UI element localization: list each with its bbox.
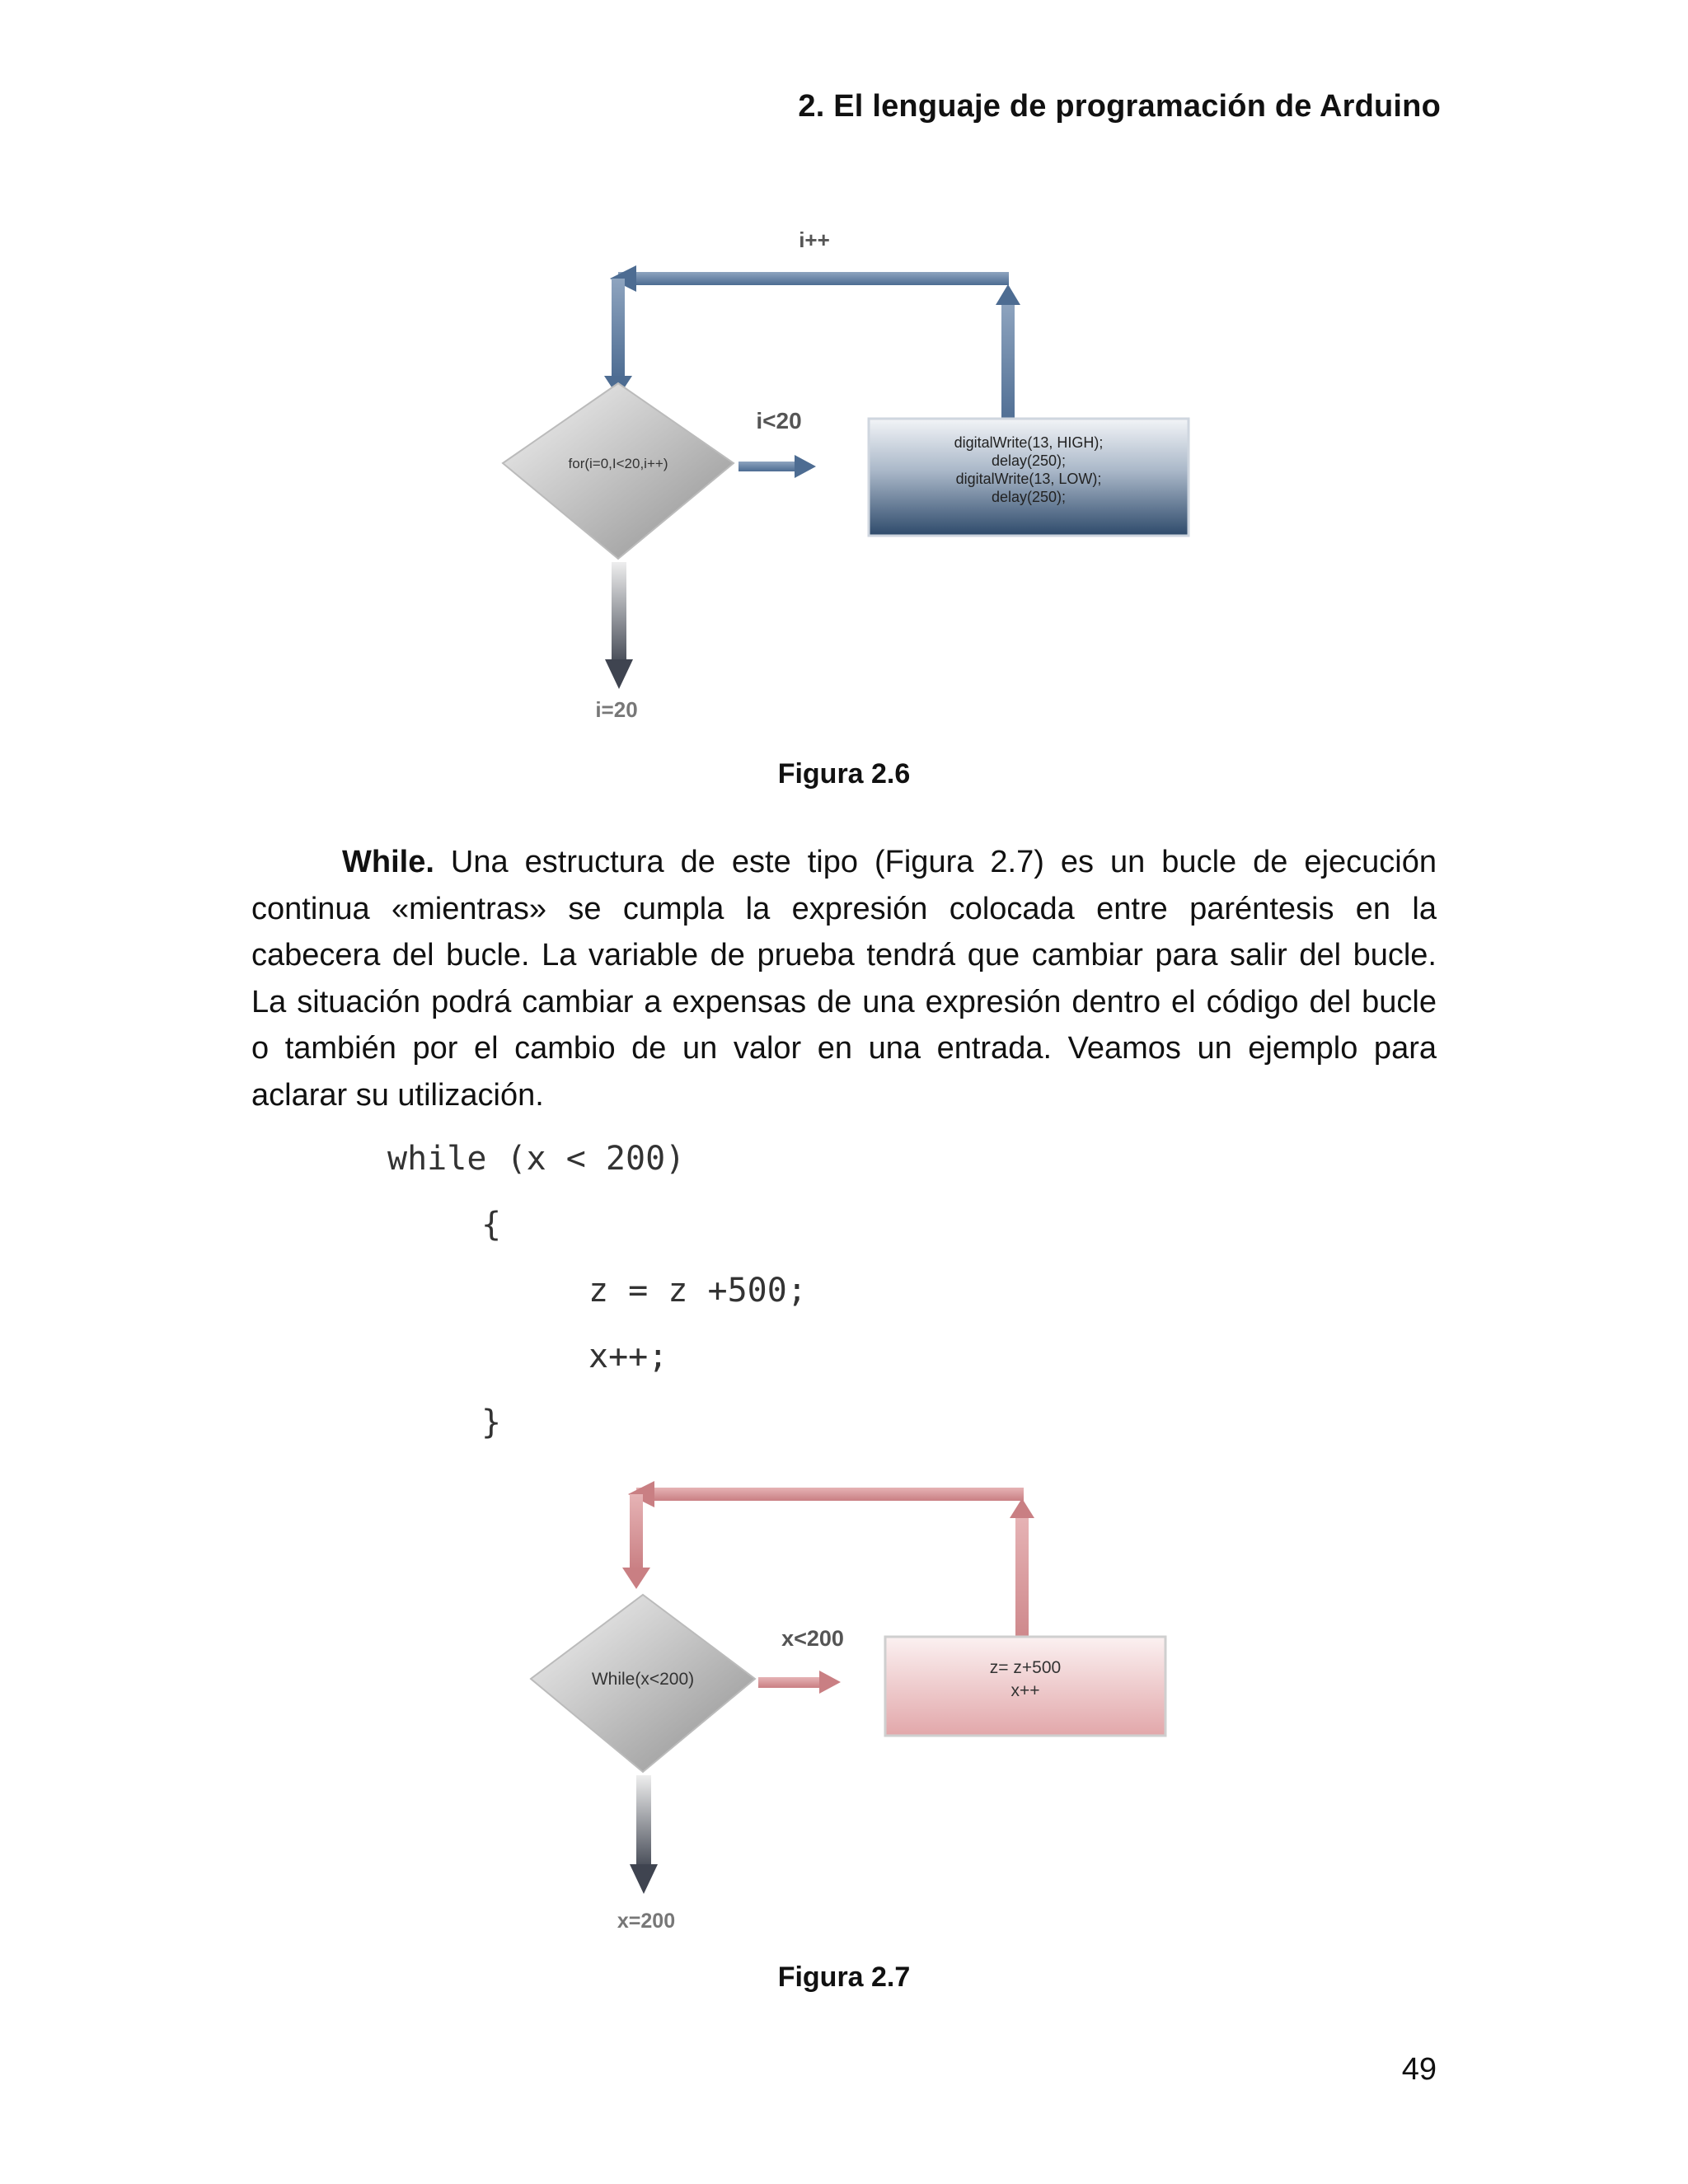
figure-2-7-caption: Figura 2.7 xyxy=(777,1961,911,1993)
decision-diamond xyxy=(531,1595,755,1772)
while-text: Una estructura de este tipo (Figura 2.7) es un bucle de ejecución continua «mientras» se cumpla la expresión colocada entre paréntesis en la cabecera del bucle. La variable de prueba tendrá que cambiar para salir del bucle. La situación podrá cambiar a expensas de una expresión dentro el código del bucle o también por el cambio de un valor en una entrada. Veamos un ejemplo para aclarar su utilización. xyxy=(251,845,1437,1113)
condition-label: x<200 xyxy=(781,1626,844,1651)
code-line-open-brace: { xyxy=(481,1206,502,1244)
code-line-while: while (x < 200) xyxy=(387,1140,686,1178)
code-line-increment: x++; xyxy=(588,1338,668,1376)
loop-body-box xyxy=(869,419,1189,536)
exit-label: i=20 xyxy=(595,697,638,722)
code-line-close-brace: } xyxy=(481,1404,502,1441)
figure-2-7-flowchart xyxy=(495,1475,1203,1953)
svg-text:for(i=0,I<20,i++): for(i=0,I<20,i++) xyxy=(568,456,668,471)
code-line-assignment: z = z +500; xyxy=(588,1272,807,1310)
figure-2-6-flowchart xyxy=(486,223,1212,733)
figure-2-6-caption: Figura 2.6 xyxy=(777,758,911,790)
svg-text:z= z+500: z= z+500 xyxy=(989,1658,1062,1677)
condition-arrow xyxy=(738,455,816,478)
exit-arrow xyxy=(605,562,633,689)
svg-text:digitalWrite(13, LOW);: digitalWrite(13, LOW); xyxy=(955,471,1102,487)
decision-diamond xyxy=(503,383,734,559)
exit-label: x=200 xyxy=(617,1910,676,1933)
svg-text:delay(250);: delay(250); xyxy=(991,489,1067,505)
svg-text:x++: x++ xyxy=(1010,1681,1040,1700)
svg-text:delay(250);: delay(250); xyxy=(991,452,1067,469)
loop-increment-label: i++ xyxy=(799,227,830,252)
loop-body-box xyxy=(885,1637,1165,1736)
svg-text:digitalWrite(13, HIGH);: digitalWrite(13, HIGH); xyxy=(954,434,1104,451)
while-term: While. xyxy=(342,845,434,879)
page-number: 49 xyxy=(1401,2052,1437,2087)
exit-arrow xyxy=(630,1775,658,1894)
svg-text:While(x<200): While(x<200) xyxy=(591,1670,695,1689)
condition-arrow xyxy=(758,1671,841,1694)
while-description-paragraph xyxy=(251,839,1437,1118)
condition-label: i<20 xyxy=(756,408,802,434)
running-header: 2. El lenguaje de programación de Arduino xyxy=(798,89,1441,124)
loop-return-arrow xyxy=(604,265,1020,427)
